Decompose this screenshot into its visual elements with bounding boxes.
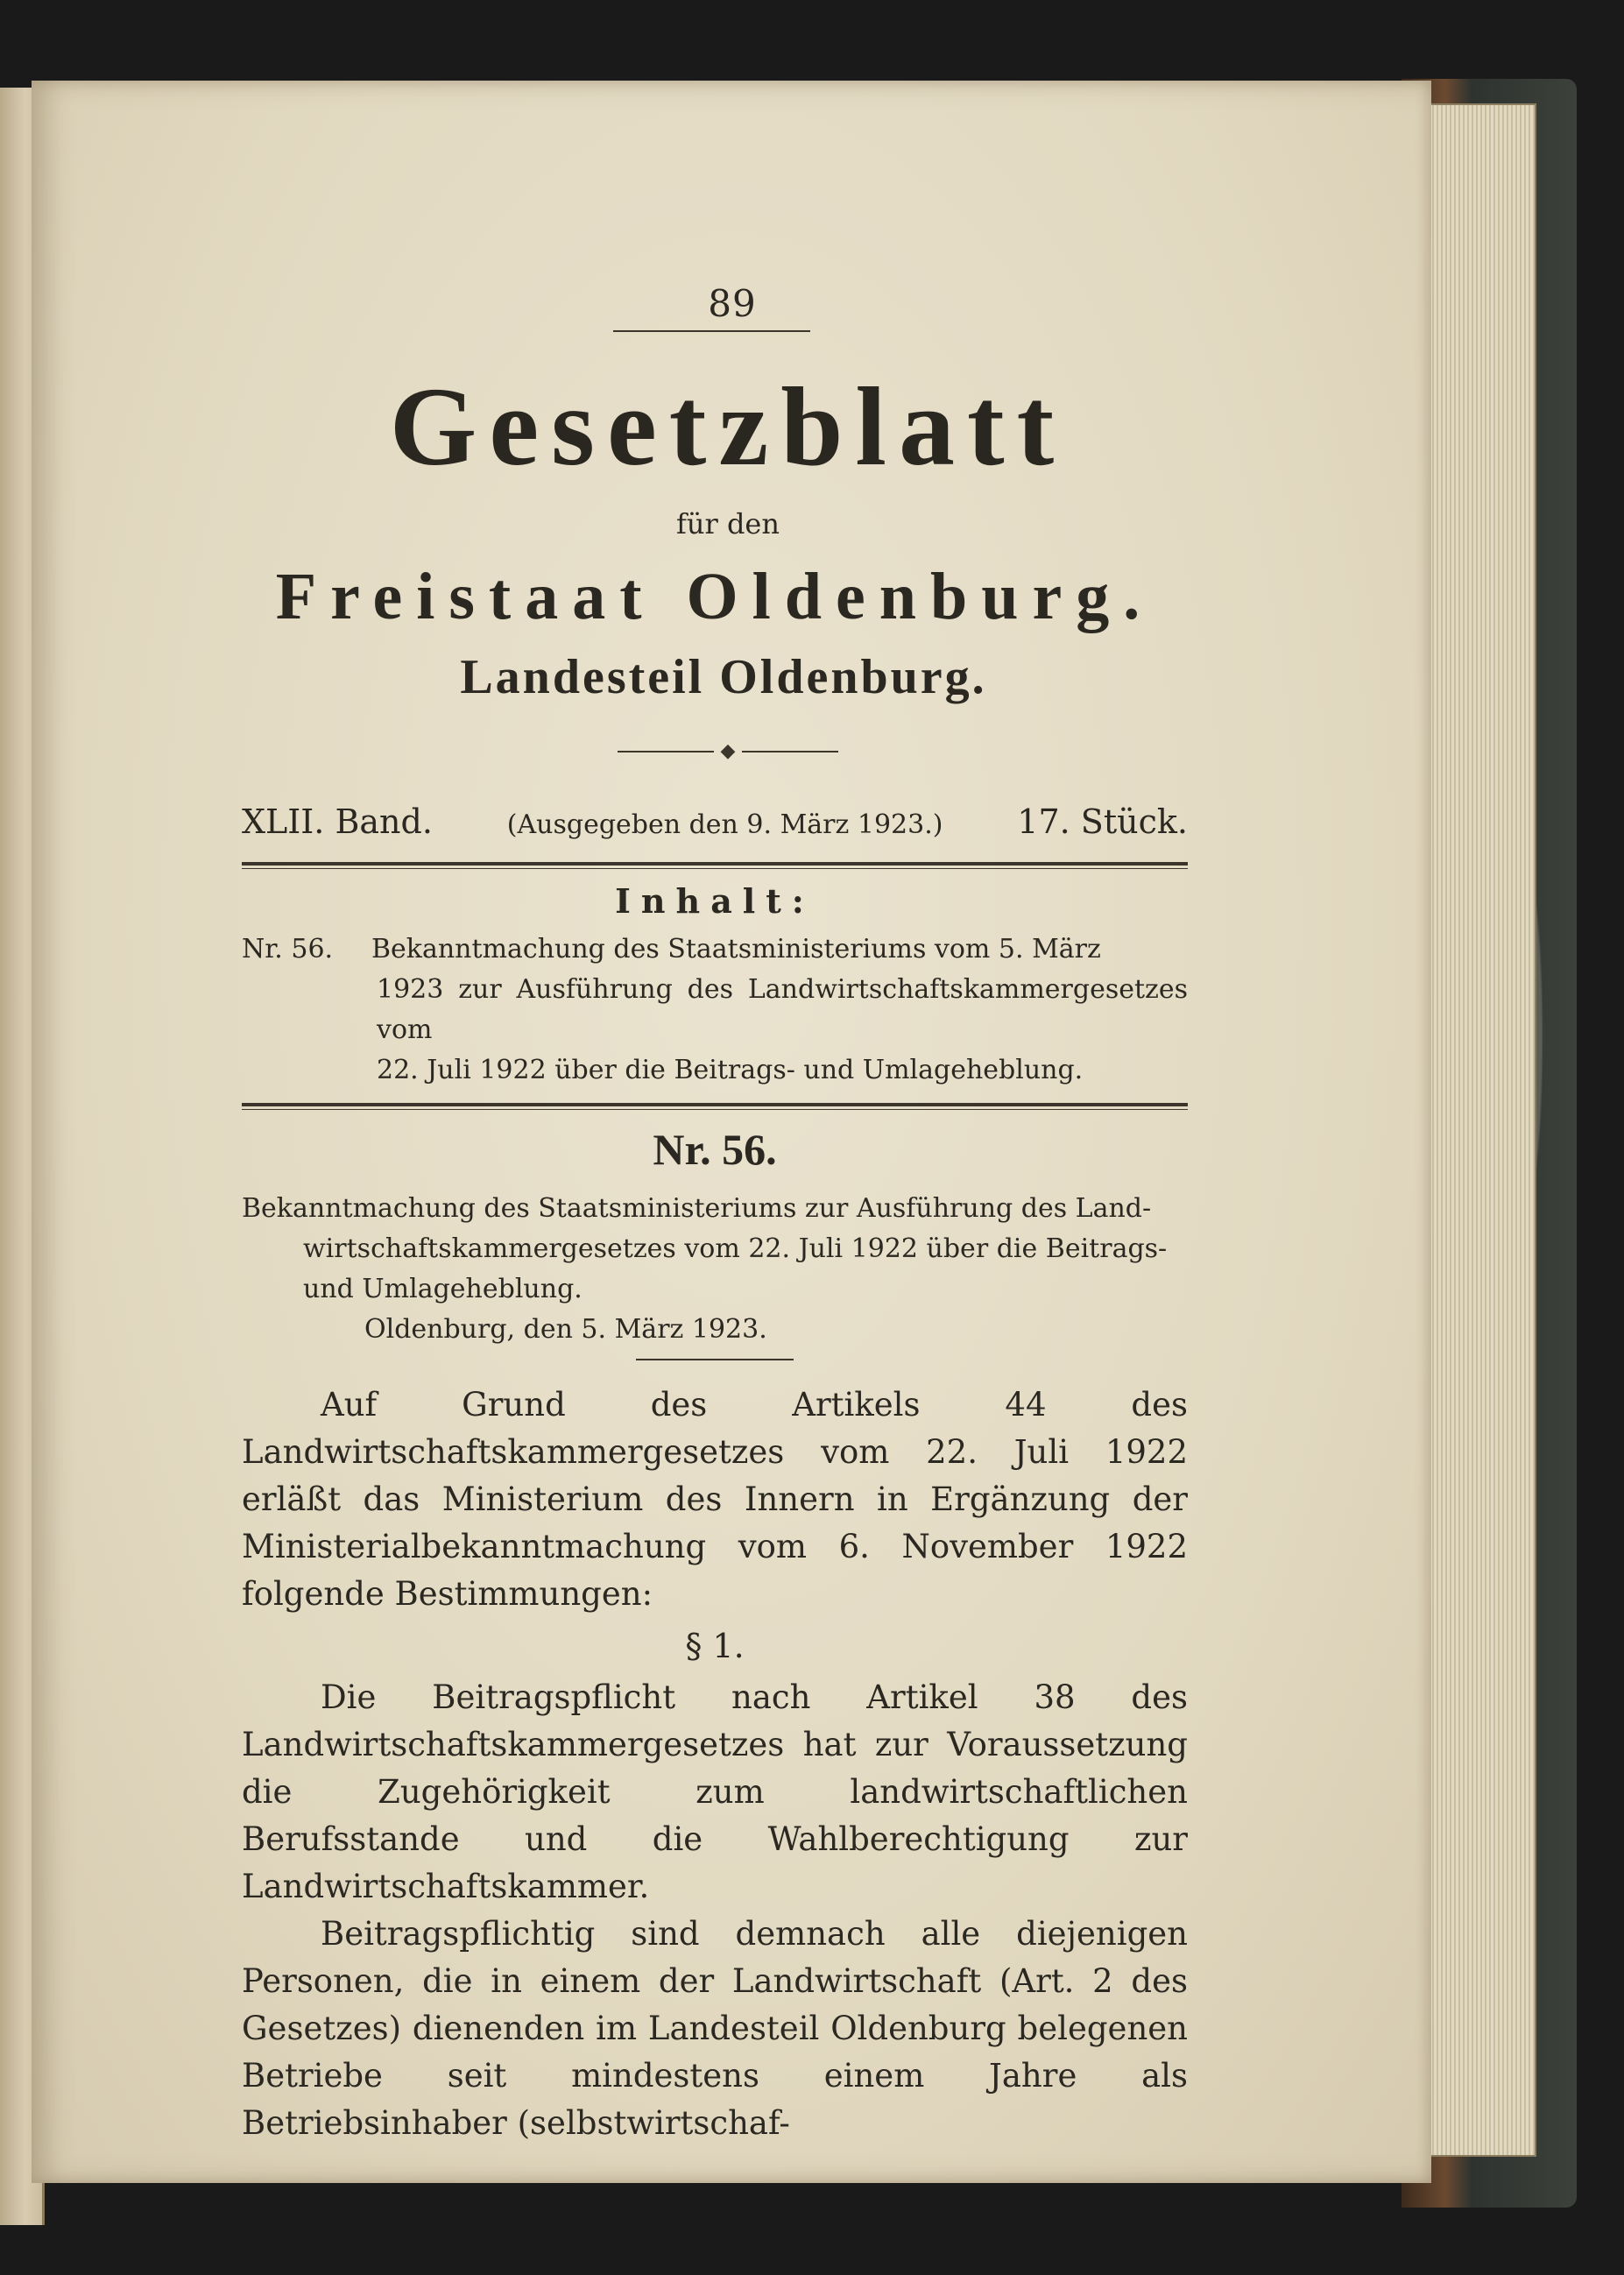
state-name: Freistaat Oldenburg. (275, 560, 1154, 633)
intro-paragraph: Auf Grund des Artikels 44 des Landwirtschaftskammergesetzes vom 22. Juli 1922 erläßt das Ministerium des Innern in Ergänzung der Ministerialbekanntmachung vom 6. November 1922 folgende Bestimmungen: (242, 1386, 1188, 1613)
section-heading-line-3: und Umlageheblung. (303, 1274, 583, 1304)
issue-volume: XLII. Band. (242, 802, 433, 841)
toc-number: Nr. 56. (242, 934, 334, 964)
page-number: 89 (708, 282, 757, 325)
ornament-divider (268, 740, 1188, 762)
subtitle-fuer-den: für den (676, 507, 780, 540)
page-number-rule (613, 330, 810, 332)
table-of-contents (242, 929, 1188, 1091)
section-heading-line-2: wirtschaftskammergesetzes vom 22. Juli 1922 über die Beitrags- (303, 1233, 1168, 1264)
section-heading-line-1: Bekanntmachung des Staatsministeriums zur Ausführung des Land- (242, 1193, 1152, 1224)
toc-line-1 (242, 929, 1188, 970)
contents-heading: Inhalt: (615, 881, 815, 921)
section-heading (242, 1189, 1188, 1350)
section-number: Nr. 56. (653, 1125, 777, 1174)
toc-line-3: 22. Juli 1922 über die Beitrags- und Umlageheblung. (377, 1055, 1084, 1085)
ornament-line-left (618, 751, 714, 752)
place-date: Oldenburg, den 5. März 1923. (364, 1314, 767, 1345)
contents-top-rule (242, 862, 1188, 869)
section-rule (636, 1359, 794, 1360)
issue-part: 17. Stück. (1017, 802, 1188, 841)
ornament-diamond-icon: ◆ (720, 740, 736, 762)
issue-info (242, 802, 1188, 841)
region-name: Landesteil Oldenburg. (460, 650, 987, 704)
paragraph-1: Die Beitragspflicht nach Artikel 38 des Landwirtschaftskammergesetzes hat zur Voraussetzung die Zugehörigkeit zum landwirtschaftlichen Berufsstande und die Wahlberechtigung zur Landwirtschaftskammer. (242, 1678, 1188, 1905)
document-page (32, 81, 1431, 2183)
contents-bottom-rule (242, 1103, 1188, 1110)
main-title: Gesetzblatt (389, 364, 1067, 489)
ornament-line-right (742, 751, 838, 752)
toc-line-2: 1923 zur Ausführung des Landwirtschaftskammergesetzes vom (377, 974, 1188, 1045)
toc-text-1: Bekanntmachung des Staatsministeriums vom 5. März (371, 934, 1101, 964)
page-stack (1428, 103, 1536, 2157)
page-content (242, 282, 1188, 2147)
paragraph-2: Beitragspflichtig sind demnach alle diejenigen Personen, die in einem der Landwirtschaft (Art. 2 des Gesetzes) dienenden im Landesteil Oldenburg belegenen Betriebe seit mindestens einem Jahre als Betriebsinhaber (selbstwirtschaf- (242, 1915, 1188, 2142)
paragraph-mark: § 1. (685, 1627, 745, 1665)
issue-date: (Ausgegeben den 9. März 1923.) (506, 809, 943, 840)
